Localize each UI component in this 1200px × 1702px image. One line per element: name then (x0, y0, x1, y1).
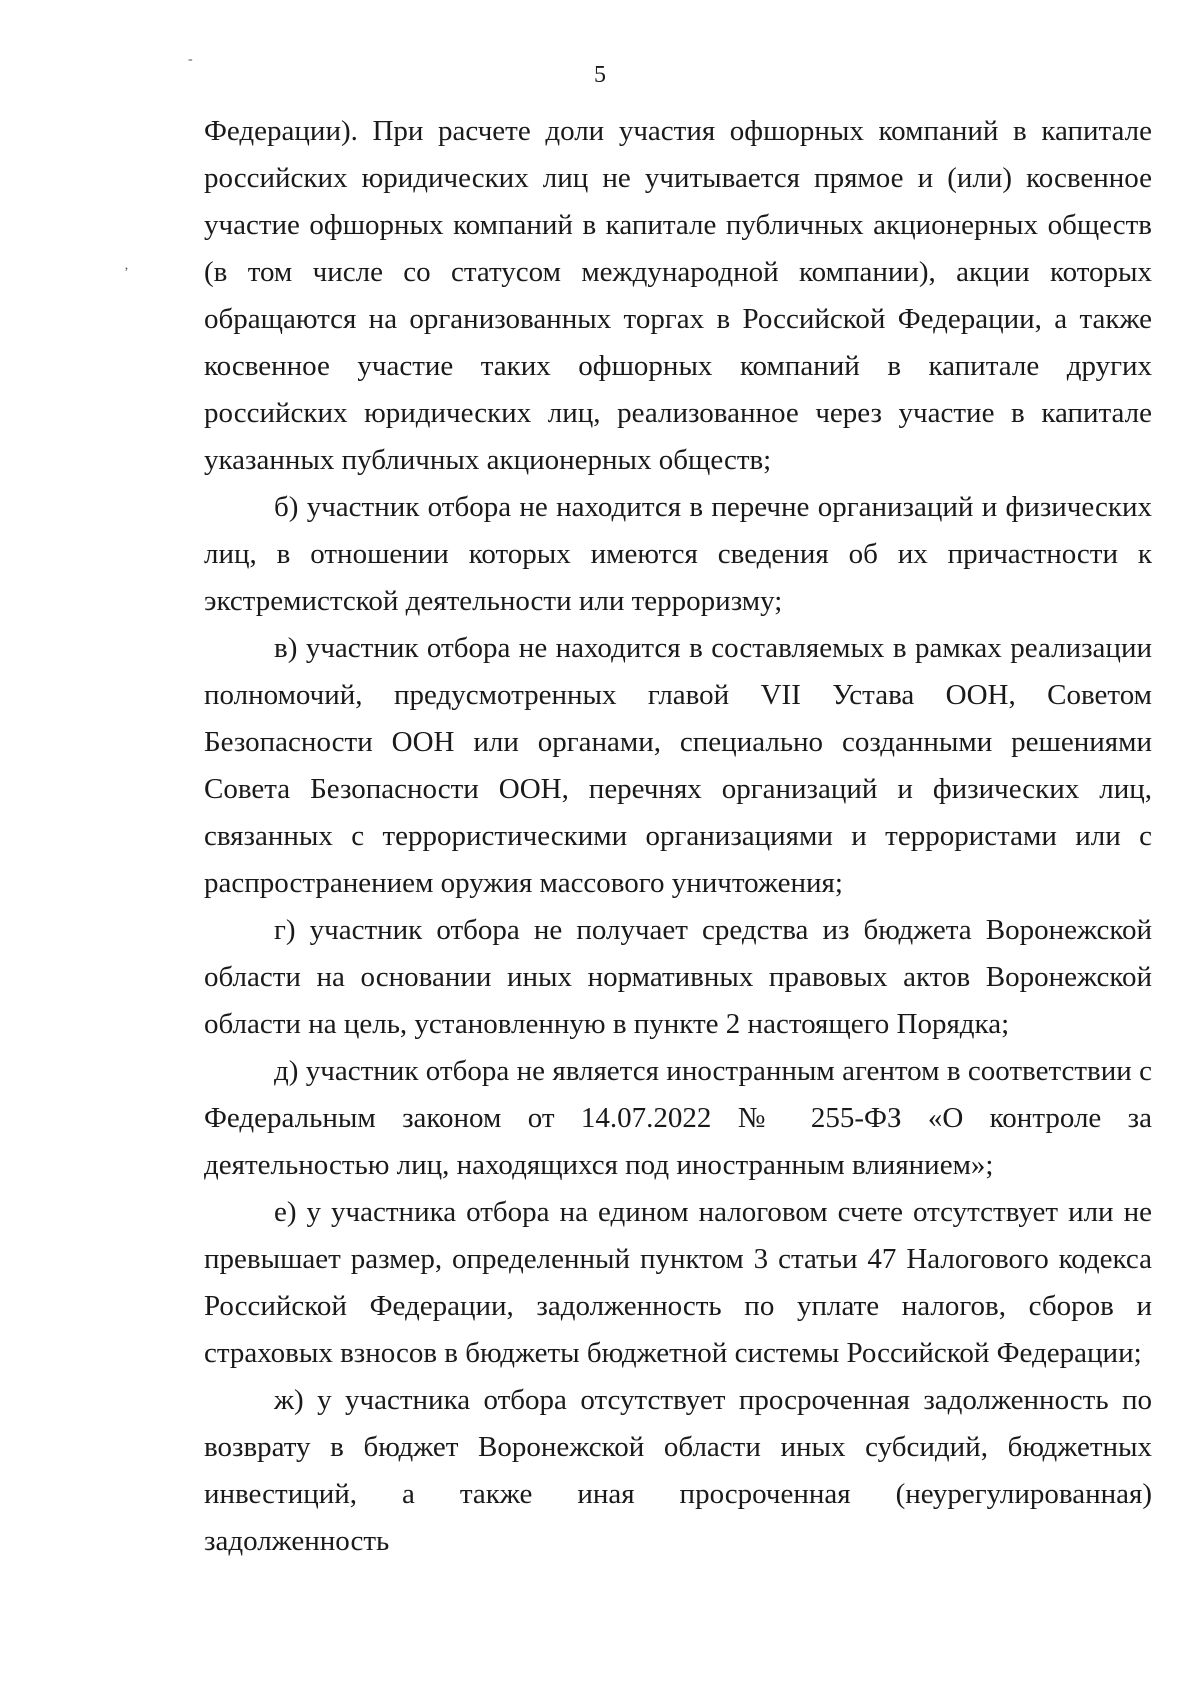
paragraph-item-e: е) у участника отбора на едином налоговом счете отсутствует или не превышает размер, определенный пунктом 3 статьи 47 Налогового кодекса Российской Федерации, задолженность по уплате налогов, сборов и страховых взносов в бюджеты бюджетной системы Российской Федерации; (204, 1196, 1152, 1369)
paragraph-item-g: г) участник отбора не получает средства из бюджета Воронежской области на основании иных нормативных правовых актов Воронежской области на цель, установленную в пункте 2 настоящего Порядка; (204, 914, 1152, 1040)
paragraph-item-d: д) участник отбора не является иностранным агентом в соответствии с Федеральным законом от 14.07.2022 № 255-ФЗ «О контроле за деятельностью лиц, находящихся под иностранным влиянием»; (204, 1055, 1152, 1181)
paragraph-item-v: в) участник отбора не находится в составляемых в рамках реализации полномочий, предусмотренных главой VII Устава ООН, Советом Безопасности ООН или органами, специально созданными решениями Совета Безопасности ООН, перечнях организаций и физических лиц, связанных с террористическими организациями и террористами или с распространением оружия массового уничтожения; (204, 632, 1152, 899)
page-number: 5 (594, 62, 606, 88)
document-body (204, 108, 1152, 1565)
paragraph-continuation: Федерации). При расчете доли участия офшорных компаний в капитале российских юридических лиц не учитывается прямое и (или) косвенное участие офшорных компаний в капитале публичных акционерных обществ (в том числе со статусом международной компании), акции которых обращаются на организованных торгах в Российской Федерации, а также косвенное участие таких офшорных компаний в капитале других российских юридических лиц, реализованное через участие в капитале указанных публичных акционерных обществ; (204, 115, 1152, 476)
scan-mark: ‚ (124, 258, 129, 273)
paragraph-item-zh: ж) у участника отбора отсутствует просроченная задолженность по возврату в бюджет Воронежской области иных субсидий, бюджетных инвестиций, а также иная просроченная (неурегулированная) задолженность (204, 1384, 1152, 1557)
scan-mark: - (188, 52, 193, 67)
paragraph-item-b: б) участник отбора не находится в перечне организаций и физических лиц, в отношении которых имеются сведения об их причастности к экстремистской деятельности или терроризму; (204, 491, 1152, 617)
